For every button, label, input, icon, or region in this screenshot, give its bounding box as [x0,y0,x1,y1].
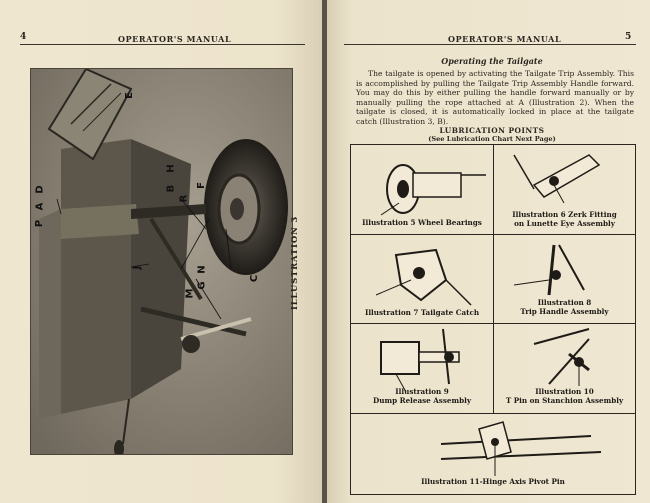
header-rule [20,44,305,45]
trailer-box-side [61,139,131,414]
running-header-right: OPERATOR'S MANUAL [448,34,562,44]
illustration-6-caption-2: on Lunette Eye Assembly [514,219,615,228]
page-number-right: 5 [625,32,632,42]
illustration-10-caption-1: Illustration 10 [535,387,594,396]
photo-label-g: G [196,281,208,290]
illustration-9-caption-1: Illustration 9 [395,387,449,396]
trailer-photo [30,68,293,455]
running-header: OPERATOR'S MANUAL [118,34,232,44]
illustration-8-cell [494,235,635,323]
trailer-photo-drawing [31,69,292,454]
photo-label-m: M [184,288,196,299]
illustration-5-cell [351,145,493,234]
illustration-title: ILLUSTRATION 3 [290,215,300,310]
photo-label-n: N [196,265,208,274]
page-number: 4 [20,32,27,42]
illustration-8-caption-1: Illustration 8 [537,298,592,307]
photo-label-j: J [131,265,143,270]
illustration-9-caption-2: Dump Release Assembly [373,396,471,405]
photo-label-a: A [34,202,46,211]
illustration-6-cell [494,145,635,234]
photo-label-e: E [123,92,135,99]
left-page [0,0,323,503]
header-rule-right [344,44,636,45]
lubrication-grid [350,144,636,495]
illustration-9-cell [351,324,493,413]
illustration-10-cell [494,324,635,413]
illustration-7-caption: Illustration 7 Tailgate Catch [364,308,480,317]
illustration-7-cell [351,235,493,323]
photo-label-b: B [165,184,177,193]
photo-label-f: F [195,182,207,189]
photo-label-c: C [249,274,261,283]
photo-label-p: P [34,219,46,228]
illustration-8-caption-2: Trip Handle Assembly [520,307,609,316]
illustration-6-caption-1: Illustration 6 Zerk Fitting [512,210,617,219]
lubrication-title: LUBRICATION POINTS [439,126,545,135]
lubrication-subtitle: (See Lubrication Chart Next Page) [428,135,556,143]
illustration-10-caption-2: T Pin on Stanchion Assembly [505,396,624,405]
illustration-11-cell [351,414,635,494]
illustration-11-caption: Illustration 11-Hinge Axis Pivot Pin [421,477,565,486]
tailgate-paragraph: The tailgate is opened by activating the Tailgate Trip Assembly. This is accomplished by pulling the Tailgate Trip Assembly Handle forward. You may do this by either pulling the handle forward manually or by manually pulling the rope attached at A (Illustration 2). When the tailgate is closed, it is automatically locked in place at the tailgate catch (Illustration 3, B). [356,69,634,126]
illustration-5-caption: Illustration 5 Wheel Bearings [362,218,482,227]
photo-label-h: H [165,164,177,173]
photo-label-d: D [34,185,46,194]
section-title: Operating the Tailgate [441,56,543,66]
photo-label-r: R [178,194,190,203]
